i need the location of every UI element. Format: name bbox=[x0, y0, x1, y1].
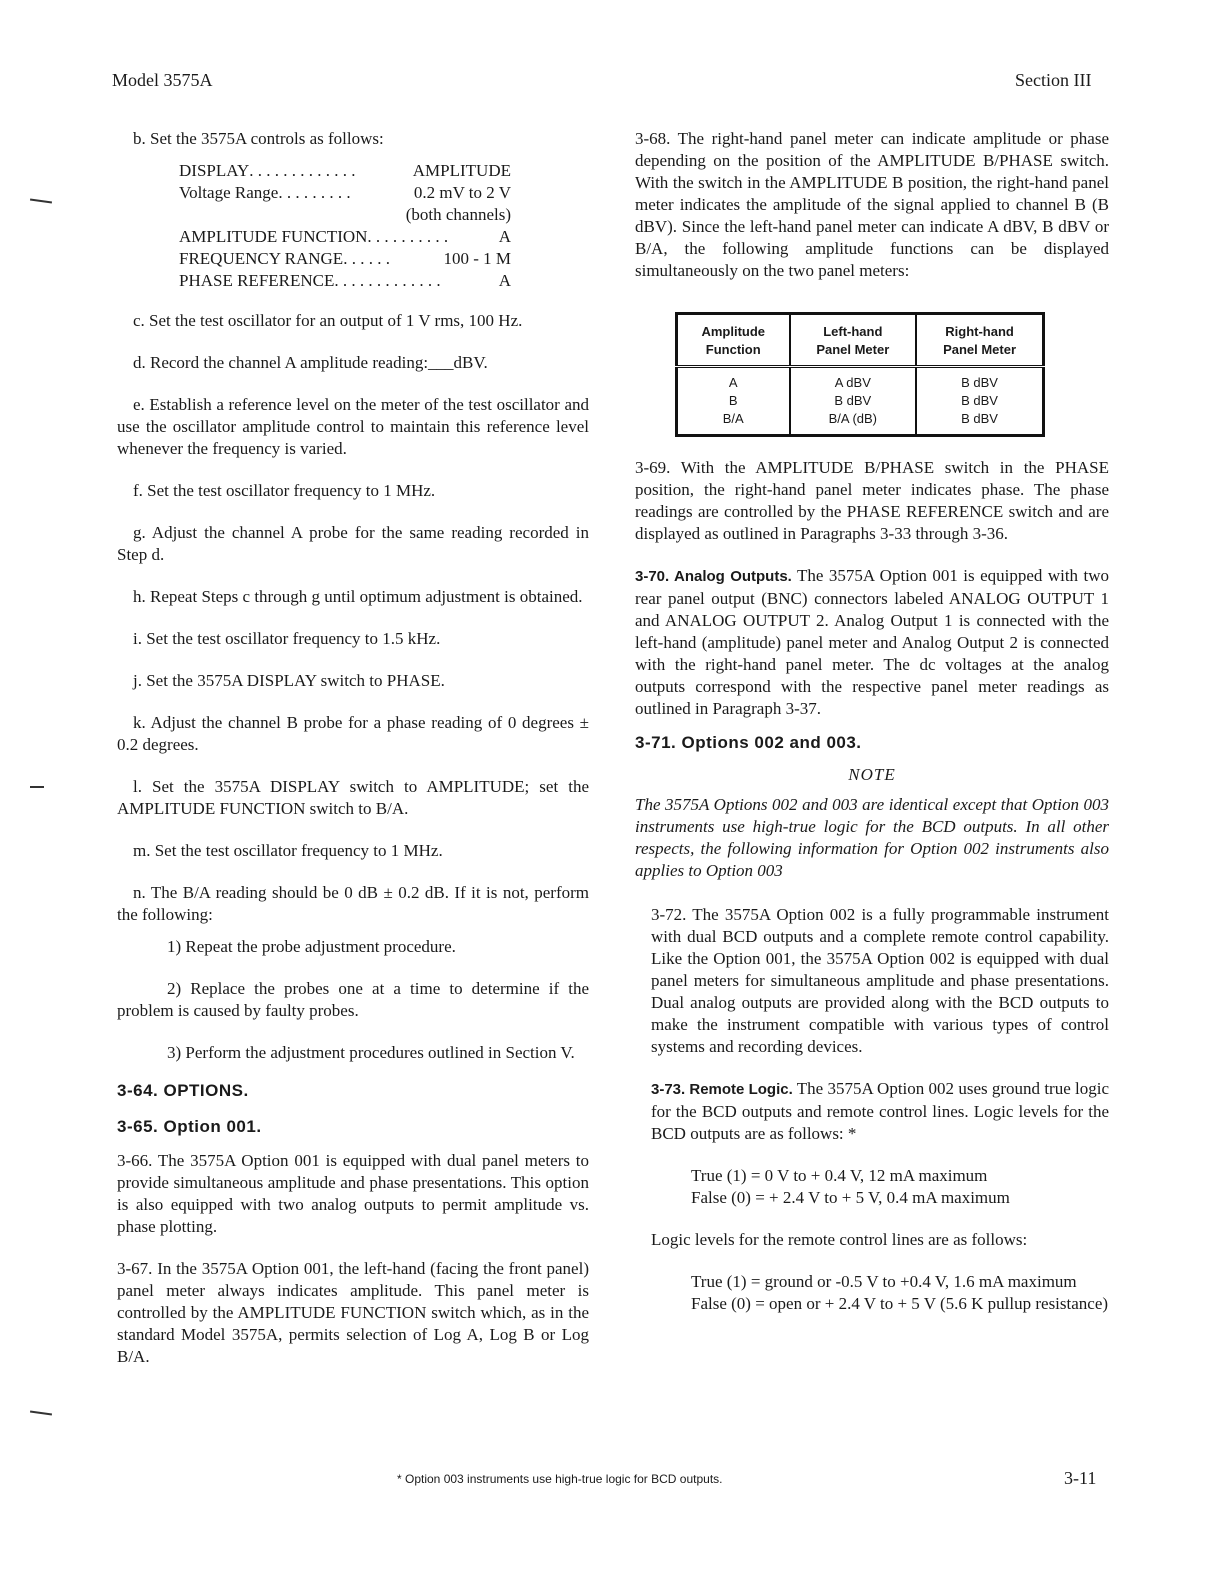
step-b: b. Set the 3575A controls as follows: bbox=[133, 129, 384, 148]
header-line: Panel Meter bbox=[816, 342, 890, 357]
leader-dots: . . . . . . . . . bbox=[278, 183, 351, 202]
remote-false-level: False (0) = open or + 2.4 V to + 5 V (5.6 K pullup resistance) bbox=[691, 1294, 1109, 1313]
table-cell: A bbox=[728, 375, 738, 390]
control-name: FREQUENCY RANGE bbox=[179, 249, 344, 268]
control-value: 100 - 1 M bbox=[443, 249, 511, 268]
step-n: n. The B/A reading should be 0 dB ± 0.2 dB. If it is not, perform the following: bbox=[117, 883, 589, 924]
left-column bbox=[117, 128, 589, 1368]
bcd-false-level: False (0) = + 2.4 V to + 5 V, 0.4 mA maximum bbox=[691, 1188, 1010, 1207]
step-c: c. Set the test oscillator for an output of 1 V rms, 100 Hz. bbox=[133, 311, 523, 330]
amplitude-functions-table bbox=[675, 312, 1045, 437]
control-voltage-range bbox=[179, 182, 511, 204]
step-d: d. Record the channel A amplitude reading:___dBV. bbox=[133, 353, 488, 372]
step-k: k. Adjust the channel B probe for a phase reading of 0 degrees ± 0.2 degrees. bbox=[117, 713, 589, 754]
paragraph-3-67: 3-67. In the 3575A Option 001, the left-hand (facing the front panel) panel meter always indicates amplitude. This panel meter is controlled by the AMPLITUDE FUNCTION switch which, as in the standard Model 3575A, permits selection of Log A, Log B or Log B/A. bbox=[117, 1259, 589, 1366]
table-cell: A dBV bbox=[790, 367, 917, 393]
step-j: j. Set the 3575A DISPLAY switch to PHASE. bbox=[133, 671, 445, 690]
step-e: e. Establish a reference level on the meter of the test oscillator and use the oscillator amplitude control to maintain this reference level whenever the frequency is varied. bbox=[117, 395, 589, 458]
table-cell: B dBV bbox=[790, 392, 917, 410]
option-002-block bbox=[651, 904, 1109, 1315]
header-line: Panel Meter bbox=[943, 342, 1017, 357]
binding-mark bbox=[30, 786, 44, 788]
table-header-row bbox=[677, 314, 1044, 367]
control-name: DISPLAY bbox=[179, 161, 250, 180]
control-value: A bbox=[498, 271, 511, 290]
step-f: f. Set the test oscillator frequency to 1 MHz. bbox=[133, 481, 436, 500]
control-value: 0.2 mV to 2 V bbox=[413, 183, 511, 202]
substep-2: 2) Replace the probes one at a time to determine if the problem is caused by faulty probes. bbox=[117, 979, 589, 1020]
control-amplitude-function bbox=[179, 226, 511, 248]
control-value: AMPLITUDE bbox=[412, 161, 511, 180]
header-model: Model 3575A bbox=[112, 70, 213, 90]
footnote: * Option 003 instruments use high-true logic for BCD outputs. bbox=[397, 1472, 723, 1486]
table-header-cell bbox=[916, 314, 1043, 367]
table-header-cell bbox=[677, 314, 790, 367]
leader-dots: . . . . . . . . . . . . . bbox=[249, 161, 356, 180]
binding-mark bbox=[30, 1410, 52, 1415]
heading-remote-logic: 3-73. Remote Logic. bbox=[651, 1081, 793, 1098]
step-h: h. Repeat Steps c through g until optimum adjustment is obtained. bbox=[133, 587, 583, 606]
heading-options-002-003: 3-71. Options 002 and 003. bbox=[635, 733, 862, 752]
step-l: l. Set the 3575A DISPLAY switch to AMPLITUDE; set the AMPLITUDE FUNCTION switch to B/A. bbox=[117, 777, 589, 818]
control-display bbox=[179, 160, 511, 182]
step-g: g. Adjust the channel A probe for the same reading recorded in Step d. bbox=[117, 523, 589, 564]
heading-option-001: 3-65. Option 001. bbox=[117, 1117, 262, 1136]
heading-analog-outputs: 3-70. Analog Outputs. bbox=[635, 568, 792, 585]
control-frequency-range bbox=[179, 248, 511, 270]
table-cell: B bbox=[728, 393, 738, 408]
table-cell: B/A (dB) bbox=[790, 410, 917, 436]
table-cell: B dBV bbox=[916, 410, 1043, 436]
table-header-cell bbox=[790, 314, 917, 367]
leader-dots: . . . . . . . . . . . . . bbox=[334, 271, 441, 290]
header-line: Amplitude bbox=[701, 324, 766, 339]
heading-options: 3-64. OPTIONS. bbox=[117, 1081, 249, 1100]
step-i: i. Set the test oscillator frequency to 1.5 kHz. bbox=[133, 629, 441, 648]
page-number: 3-11 bbox=[1064, 1468, 1097, 1488]
paragraph-3-73 bbox=[651, 1078, 1109, 1145]
table-row bbox=[677, 392, 1044, 410]
header-line: Right-hand bbox=[945, 324, 1014, 339]
table-cell: B dBV bbox=[916, 367, 1043, 393]
right-column bbox=[635, 128, 1109, 1315]
control-value: A bbox=[498, 227, 511, 246]
paragraph-3-66: 3-66. The 3575A Option 001 is equipped with dual panel meters to provide simultaneous amplitude and phase presentations. This option is also equipped with two analog outputs to permit amplitude vs. phase plotting. bbox=[117, 1151, 589, 1236]
header-line: Function bbox=[705, 342, 761, 357]
substep-1: 1) Repeat the probe adjustment procedure. bbox=[167, 937, 456, 956]
header-line: Left-hand bbox=[823, 324, 883, 339]
table-row bbox=[677, 410, 1044, 436]
paragraph-3-69: 3-69. With the AMPLITUDE B/PHASE switch in the PHASE position, the right-hand panel meter indicates phase. The phase readings are controlled by the PHASE REFERENCE switch and are displayed as outlined in Paragraphs 3-33 through 3-36. bbox=[635, 458, 1109, 543]
bcd-true-level: True (1) = 0 V to + 0.4 V, 12 mA maximum bbox=[691, 1166, 988, 1185]
step-m: m. Set the test oscillator frequency to 1 MHz. bbox=[133, 841, 443, 860]
binding-mark bbox=[30, 198, 52, 203]
control-name: AMPLITUDE FUNCTION bbox=[179, 227, 368, 246]
paragraph-3-70 bbox=[635, 565, 1109, 720]
leader-dots: . . . . . . bbox=[343, 249, 390, 268]
control-name: PHASE REFERENCE bbox=[179, 271, 335, 290]
control-name: Voltage Range bbox=[179, 183, 279, 202]
table-cell: B dBV bbox=[916, 392, 1043, 410]
paragraph-3-68: 3-68. The right-hand panel meter can indicate amplitude or phase depending on the position of the AMPLITUDE B/PHASE switch. With the switch in the AMPLITUDE B position, the right-hand panel meter indicates the amplitude of the signal applied to channel B (B dBV). Since the left-hand panel meter can indicate A dBV, B dBV or B/A, the following amplitude functions can be displayed simultaneously on the two panel meters: bbox=[635, 129, 1109, 280]
paragraph-3-72: 3-72. The 3575A Option 002 is a fully programmable instrument with dual BCD outputs and a complete remote control capability. Like the Option 001, the 3575A Option 002 is equipped with dual panel meters for simultaneous amplitude and phase presentations. Dual analog outputs are provided along with the BCD outputs to make the instrument compatible with various types of control systems and recording devices. bbox=[651, 905, 1109, 1056]
note-title: NOTE bbox=[848, 765, 896, 784]
paragraph-3-73-text: The 3575A Option 002 uses ground true logic for the BCD outputs and remote control lines. Logic levels for the BCD outputs are as follows: * bbox=[651, 1079, 1110, 1143]
leader-dots: . . . . . . . . . . bbox=[367, 227, 449, 246]
table-row bbox=[677, 367, 1044, 393]
remote-true-level: True (1) = ground or -0.5 V to +0.4 V, 1.6 mA maximum bbox=[691, 1272, 1077, 1291]
paragraph-3-70-text: The 3575A Option 001 is equipped with two rear panel output (BNC) connectors labeled ANALOG OUTPUT 1 and ANALOG OUTPUT 2. Analog Output 1 is connected with the left-hand (amplitude) panel meter and Analog Output 2 is connected with the right-hand panel meter. The dc voltages at the analog outputs correspond with the respective panel meter readings as outlined in Paragraph 3-37. bbox=[635, 566, 1110, 718]
control-phase-reference bbox=[179, 270, 511, 292]
substep-3: 3) Perform the adjustment procedures outlined in Section V. bbox=[167, 1043, 575, 1062]
note-text: The 3575A Options 002 and 003 are identical except that Option 003 instruments use high-true logic for the BCD outputs. In all other respects, the following information for Option 002 instruments also applies to Option 003 bbox=[635, 795, 1109, 880]
header-section: Section III bbox=[1015, 70, 1092, 90]
table-cell: B/A bbox=[722, 411, 744, 426]
controls-list bbox=[179, 160, 511, 292]
remote-logic-intro: Logic levels for the remote control lines are as follows: bbox=[651, 1230, 1028, 1249]
voltage-range-note: (both channels) bbox=[405, 205, 511, 224]
